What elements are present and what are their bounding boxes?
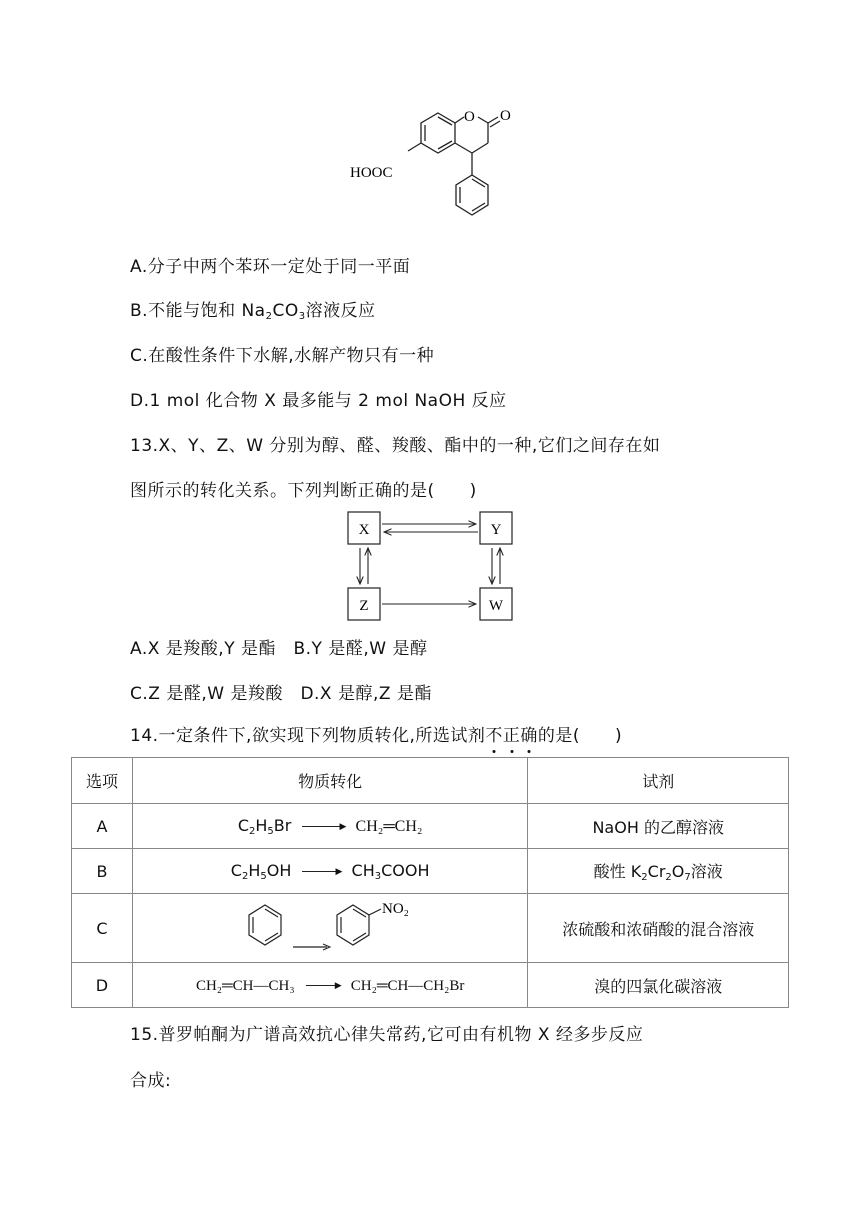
q13-conversion-diagram	[340, 508, 520, 628]
arrow-icon: ▶	[306, 985, 340, 986]
table-row: D CH₂═CH—CH₃ ▶ CH₂═CH—CH₂Br 溴的四氯化碳溶液	[72, 963, 789, 1008]
q15-stem-line2: 合成:	[130, 1071, 172, 1091]
q12-option-b: B.不能与饱和 $Na_2CO_3$溶液反应	[130, 301, 376, 322]
header-option: 选项	[72, 758, 133, 804]
node-y: Y	[490, 522, 502, 538]
q14-table	[71, 757, 789, 1008]
arrow-icon: ▶	[302, 871, 340, 872]
table-row: B $C_2H_5OH$ ▶ $CH_3COOH$ 酸性 $K_2Cr_2O_7$溶液	[72, 849, 789, 894]
header-reagent: 试剂	[528, 758, 789, 804]
table-row: A $C_2H_5Br$ ▶ CH₂═CH₂ NaOH 的乙醇溶液	[72, 804, 789, 849]
conversion-a: $C_2H_5Br$ ▶ CH₂═CH₂	[132, 804, 528, 849]
q13-options-line1: A.X 是羧酸,Y 是酯 B.Y 是醛,W 是醇	[130, 639, 428, 659]
q13-stem-line2: 图所示的转化关系。下列判断正确的是( )	[130, 481, 477, 501]
table-row: C NO₂ 浓硫酸和浓硝酸的混合溶液	[72, 894, 789, 963]
q12-option-d: D.1 mol 化合物 X 最多能与 2 mol NaOH 反应	[130, 391, 507, 411]
node-z: Z	[359, 598, 369, 614]
q12-option-a: A.分子中两个苯环一定处于同一平面	[130, 257, 411, 277]
conversion-b: $C_2H_5OH$ ▶ $CH_3COOH$	[132, 849, 528, 894]
q15-stem-line1: 15.普罗帕酮为广谱高效抗心律失常药,它可由有机物 X 经多步反应	[130, 1025, 644, 1045]
node-w: W	[488, 598, 504, 614]
arrow-icon: ▶	[302, 826, 344, 827]
q14-stem: 14.一定条件下,欲实现下列物质转化,所选试剂不正确的是( )	[130, 726, 623, 746]
compound-x-structure	[340, 95, 540, 240]
node-x: X	[358, 522, 370, 538]
carbonyl-oxygen-label: O	[500, 108, 511, 124]
conversion-d: CH₂═CH—CH₃ ▶ CH₂═CH—CH₂Br	[132, 963, 528, 1008]
q12-option-c: C.在酸性条件下水解,水解产物只有一种	[130, 346, 435, 366]
hooc-label: HOOC	[350, 165, 393, 181]
q13-stem-line1: 13.X、Y、Z、W 分别为醇、醛、羧酸、酯中的一种,它们之间存在如	[130, 436, 661, 456]
header-conversion: 物质转化	[132, 758, 528, 804]
no2-label: NO₂	[382, 901, 410, 917]
q13-options-line2: C.Z 是醛,W 是羧酸 D.X 是醇,Z 是酯	[130, 684, 432, 704]
conversion-c	[132, 894, 528, 963]
ring-oxygen-label: O	[464, 109, 475, 125]
